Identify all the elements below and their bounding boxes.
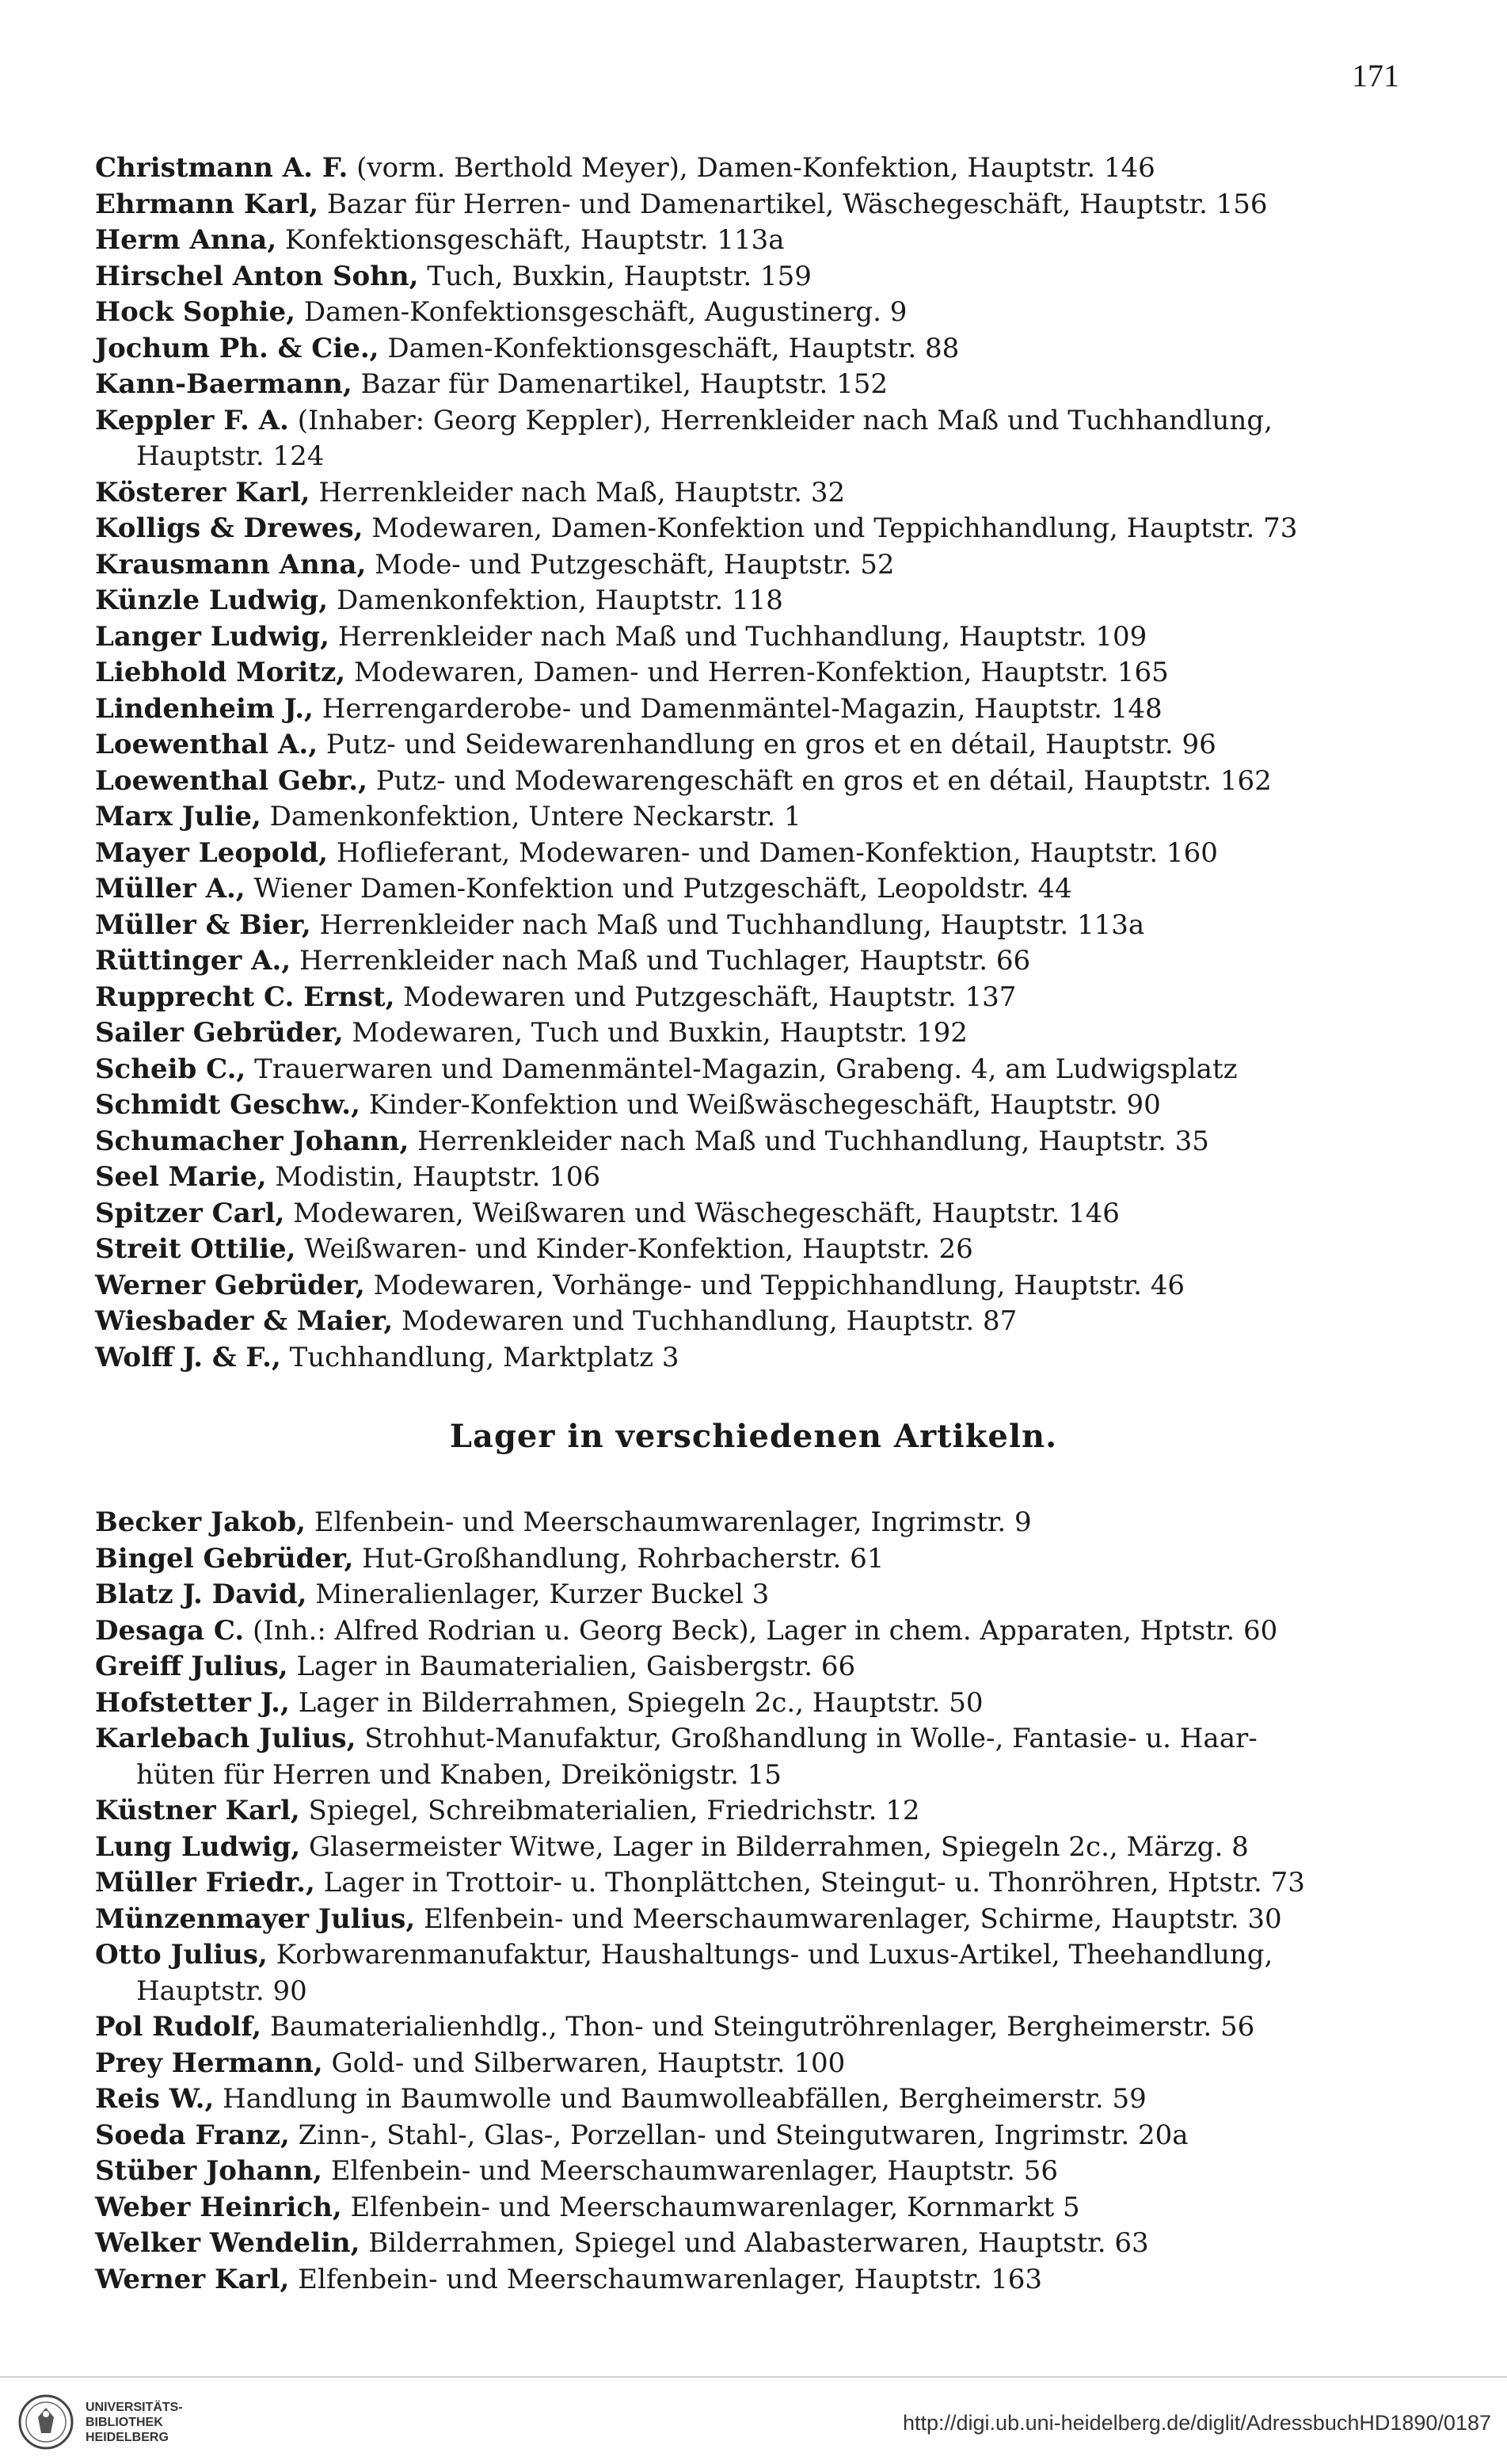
entry-description: Strohhut-Manufaktur, Großhandlung in Wolle-, Fantasie- u. Haar-	[364, 1723, 1258, 1754]
directory-entry	[95, 908, 1410, 944]
directory-entry	[95, 799, 1410, 836]
directory-entry	[95, 655, 1410, 691]
entry-name: Kösterer Karl,	[95, 476, 310, 508]
entry-name: Lung Ludwig,	[95, 1830, 301, 1863]
entry-description: Hoflieferant, Modewaren- und Damen-Konfektion, Hauptstr. 160	[336, 836, 1218, 869]
entry-description: Konfektionsgeschäft, Hauptstr. 113a	[284, 224, 785, 256]
directory-entry	[95, 150, 1410, 187]
entry-description: Wiener Damen-Konfektion und Putzgeschäft, Leopoldstr. 44	[253, 873, 1072, 904]
entry-description: Baumaterialienhdlg., Thon- und Steingutröhrenlager, Bergheimerstr. 56	[269, 2011, 1255, 2043]
entry-description: Mineralienlager, Kurzer Buckel 3	[315, 1579, 770, 1610]
entry-description: (vorm. Berthold Meyer), Damen-Konfektion, Hauptstr. 146	[356, 152, 1155, 184]
entry-description: Handlung in Baumwolle und Baumwolleabfällen, Bergheimerstr. 59	[223, 2083, 1147, 2115]
entry-name: Marx Julie,	[95, 801, 261, 832]
entry-description: Damen-Konfektionsgeschäft, Hauptstr. 88	[387, 332, 960, 364]
entry-name: Liebhold Moritz,	[95, 657, 346, 688]
directory-entry	[95, 475, 1410, 512]
entry-name: Loewenthal Gebr.,	[95, 764, 367, 797]
entry-name: Hirschel Anton Sohn,	[95, 260, 419, 292]
directory-entry	[95, 943, 1410, 980]
footer-divider	[0, 2376, 1507, 2378]
entry-description: Tuchhandlung, Marktplatz 3	[289, 1341, 679, 1373]
entry-name: Müller Friedr.,	[95, 1867, 315, 1898]
entry-name: Jochum Ph. & Cie.,	[95, 332, 379, 364]
entry-name: Wolff J. & F.,	[95, 1341, 281, 1373]
directory-entry	[95, 1865, 1410, 1902]
directory-entry	[95, 1087, 1410, 1124]
entry-description: Spiegel, Schreibmaterialien, Friedrichstr. 12	[308, 1795, 920, 1826]
directory-entry	[95, 1196, 1410, 1232]
entry-description: Herrenkleider nach Maß, Hauptstr. 32	[318, 476, 846, 508]
entry-name: Werner Karl,	[95, 2263, 290, 2295]
entry-description: Elfenbein- und Meerschaumwarenlager, Kornmarkt 5	[350, 2191, 1080, 2223]
directory-entry	[95, 1340, 1410, 1377]
directory-entry	[95, 2118, 1410, 2154]
directory-entry	[95, 2226, 1410, 2262]
entry-description: Gold- und Silberwaren, Hauptstr. 100	[331, 2047, 846, 2079]
directory-entry	[95, 1268, 1410, 1304]
directory-entry	[95, 1793, 1410, 1830]
entry-description: Elfenbein- und Meerschaumwarenlager, Hauptstr. 56	[330, 2155, 1059, 2187]
entry-name: Küstner Karl,	[95, 1795, 300, 1826]
entry-name: Keppler F. A.	[95, 404, 289, 436]
entry-description: Modewaren, Weißwaren und Wäschegeschäft, Hauptstr. 146	[293, 1197, 1120, 1229]
directory-entry	[95, 1937, 1410, 1974]
entry-name: Greiff Julius,	[95, 1651, 288, 1682]
directory-entry	[95, 1232, 1410, 1268]
entry-description: Elfenbein- und Meerschaumwarenlager, Ingrimstr. 9	[314, 1506, 1032, 1538]
entry-name: Münzenmayer Julius,	[95, 1902, 416, 1935]
directory-entry	[95, 1902, 1410, 1938]
directory-entry	[95, 1577, 1410, 1613]
directory-entry	[95, 1505, 1410, 1541]
directory-section-2	[95, 1505, 1410, 2298]
entry-description: Herrengarderobe- und Damenmäntel-Magazin, Hauptstr. 148	[322, 692, 1163, 725]
entry-name: Schumacher Johann,	[95, 1125, 409, 1157]
entry-name: Becker Jakob,	[95, 1506, 306, 1538]
entry-name: Kann-Baermann,	[95, 368, 352, 400]
entry-name: Krausmann Anna,	[95, 548, 367, 581]
entry-name: Ehrmann Karl,	[95, 188, 319, 220]
directory-entry	[95, 1649, 1410, 1685]
entry-description: Hut-Großhandlung, Rohrbacherstr. 61	[362, 1542, 885, 1575]
entry-description: Modewaren, Tuch und Buxkin, Hauptstr. 192	[352, 1017, 968, 1049]
directory-entry	[95, 1160, 1410, 1196]
entry-description: Modistin, Hauptstr. 106	[275, 1161, 601, 1193]
directory-entry	[95, 1541, 1410, 1578]
entry-name: Scheib C.,	[95, 1053, 246, 1085]
directory-entry	[95, 1304, 1410, 1340]
entry-name: Hofstetter J.,	[95, 1686, 290, 1719]
entry-description: Hauptstr. 90	[136, 1975, 307, 2007]
entry-name: Schmidt Geschw.,	[95, 1089, 360, 1121]
directory-entry	[95, 403, 1410, 440]
entry-name: Blatz J. David,	[95, 1579, 307, 1610]
entry-description: Trauerwaren und Damenmäntel-Magazin, Grabeng. 4, am Ludwigsplatz	[254, 1053, 1238, 1085]
directory-entry	[95, 2046, 1410, 2082]
entry-description: Bazar für Damenartikel, Hauptstr. 152	[360, 368, 889, 400]
entry-name: Hock Sophie,	[95, 296, 296, 328]
directory-entry	[95, 1721, 1410, 1758]
directory-entry	[95, 691, 1410, 728]
entry-description: Herrenkleider nach Maß und Tuchhandlung, Hauptstr. 35	[417, 1125, 1209, 1157]
entry-name: Loewenthal A.,	[95, 729, 318, 760]
entry-name: Werner Gebrüder,	[95, 1269, 365, 1301]
entry-name: Prey Hermann,	[95, 2047, 323, 2079]
directory-entry	[95, 1124, 1410, 1160]
logo-line-2: BIBLIOTHEK	[86, 2416, 163, 2429]
directory-entry-continuation	[95, 1974, 1410, 2010]
entry-name: Lindenheim J.,	[95, 692, 314, 725]
directory-entry	[95, 619, 1410, 656]
directory-entry	[95, 367, 1410, 403]
directory-section-1	[95, 150, 1410, 1376]
directory-entry	[95, 295, 1410, 331]
entry-description: Zinn-, Stahl-, Glas-, Porzellan- und Steingutwaren, Ingrimstr. 20a	[298, 2119, 1189, 2151]
directory-entry	[95, 1015, 1410, 1052]
entry-name: Spitzer Carl,	[95, 1197, 285, 1229]
logo-line-3: HEIDELBERG	[86, 2431, 169, 2444]
directory-entry-continuation	[95, 1758, 1410, 1794]
directory-entry	[95, 764, 1410, 800]
entry-name: Langer Ludwig,	[95, 620, 330, 653]
entry-name: Künzle Ludwig,	[95, 585, 329, 616]
entry-name: Rüttinger A.,	[95, 945, 291, 977]
entry-description: Bazar für Herren- und Damenartikel, Wäschegeschäft, Hauptstr. 156	[326, 188, 1268, 220]
entry-description: Hauptstr. 124	[136, 440, 325, 472]
directory-entry	[95, 583, 1410, 619]
directory-entry	[95, 836, 1410, 872]
entry-name: Kolligs & Drewes,	[95, 512, 363, 544]
entry-name: Seel Marie,	[95, 1161, 267, 1193]
entry-description: Weißwaren- und Kinder-Konfektion, Hauptstr. 26	[304, 1233, 973, 1265]
entry-name: Mayer Leopold,	[95, 836, 328, 869]
entry-name: Pol Rudolf,	[95, 2011, 262, 2043]
directory-entry	[95, 727, 1410, 764]
entry-description: Putz- und Seidewarenhandlung en gros et en détail, Hauptstr. 96	[325, 729, 1216, 760]
directory-entry	[95, 511, 1410, 547]
entry-description: Herrenkleider nach Maß und Tuchlager, Hauptstr. 66	[299, 945, 1031, 977]
entry-name: Sailer Gebrüder,	[95, 1017, 344, 1049]
entry-description: Modewaren, Vorhänge- und Teppichhandlung, Hauptstr. 46	[373, 1269, 1185, 1301]
entry-name: Müller A.,	[95, 873, 245, 904]
directory-entry	[95, 2154, 1410, 2190]
entry-description: hüten für Herren und Knaben, Dreikönigstr. 15	[136, 1758, 782, 1791]
directory-entry	[95, 1685, 1410, 1722]
entry-description: Damenkonfektion, Hauptstr. 118	[336, 585, 783, 616]
entry-name: Soeda Franz,	[95, 2119, 290, 2151]
entry-description: Lager in Trottoir- u. Thonplättchen, Steingut- u. Thonröhren, Hptstr. 73	[323, 1867, 1305, 1898]
entry-name: Welker Wendelin,	[95, 2227, 360, 2259]
directory-entry-continuation	[95, 439, 1410, 475]
entry-description: Modewaren, Damen- und Herren-Konfektion, Hauptstr. 165	[353, 657, 1169, 688]
entry-description: Elfenbein- und Meerschaumwarenlager, Hauptstr. 163	[298, 2263, 1043, 2295]
entry-name: Streit Ottilie,	[95, 1233, 296, 1265]
directory-entry	[95, 2262, 1410, 2298]
section-heading: Lager in verschiedenen Artikeln.	[449, 1418, 1058, 1455]
directory-entry	[95, 2081, 1410, 2118]
entry-name: Weber Heinrich,	[95, 2191, 342, 2223]
entry-description: Damenkonfektion, Untere Neckarstr. 1	[269, 801, 801, 832]
directory-entry	[95, 980, 1410, 1016]
directory-entry	[95, 2190, 1410, 2226]
directory-entry	[95, 259, 1410, 295]
directory-entry	[95, 187, 1410, 223]
entry-description: Modewaren, Damen-Konfektion und Teppichhandlung, Hauptstr. 73	[371, 512, 1298, 544]
entry-description: Bilderrahmen, Spiegel und Alabasterwaren, Hauptstr. 63	[368, 2227, 1149, 2259]
entry-description: Herrenkleider nach Maß und Tuchhandlung, Hauptstr. 109	[337, 620, 1147, 653]
entry-name: Otto Julius,	[95, 1939, 268, 1971]
entry-description: Lager in Baumaterialien, Gaisbergstr. 66	[296, 1651, 856, 1682]
logo-line-1: UNIVERSITÄTS-	[86, 2401, 183, 2414]
entry-name: Müller & Bier,	[95, 908, 311, 941]
directory-entry	[95, 547, 1410, 584]
entry-description: Modewaren und Putzgeschäft, Hauptstr. 137	[403, 981, 1017, 1013]
source-url-link[interactable]: http://digi.ub.uni-heidelberg.de/diglit/AdressbuchHD1890/0187	[902, 2411, 1491, 2435]
entry-name: Herm Anna,	[95, 224, 277, 256]
directory-entry	[95, 871, 1410, 908]
directory-entry	[95, 223, 1410, 259]
entry-description: Lager in Bilderrahmen, Spiegeln 2c., Hauptstr. 50	[298, 1686, 984, 1719]
entry-description: Modewaren und Tuchhandlung, Hauptstr. 87	[401, 1305, 1018, 1337]
entry-description: Tuch, Buxkin, Hauptstr. 159	[427, 260, 812, 292]
directory-entry	[95, 1613, 1410, 1650]
entry-description: Glasermeister Witwe, Lager in Bilderrahmen, Spiegeln 2c., Märzg. 8	[308, 1830, 1249, 1863]
entry-description: Elfenbein- und Meerschaumwarenlager, Schirme, Hauptstr. 30	[424, 1902, 1282, 1935]
entry-name: Wiesbader & Maier,	[95, 1305, 394, 1337]
directory-entry	[95, 2009, 1410, 2046]
page-number: 171	[1352, 58, 1399, 93]
entry-description: Korbwarenmanufaktur, Haushaltungs- und Luxus-Artikel, Theehandlung,	[276, 1939, 1273, 1971]
entry-description: Putz- und Modewarengeschäft en gros et en détail, Hauptstr. 162	[375, 764, 1272, 797]
entry-name: Stüber Johann,	[95, 2155, 322, 2187]
entry-description: (Inhaber: Georg Keppler), Herrenkleider nach Maß und Tuchhandlung,	[297, 404, 1273, 436]
entry-description: Kinder-Konfektion und Weißwäschegeschäft, Hauptstr. 90	[368, 1089, 1161, 1121]
entry-name: Desaga C.	[95, 1614, 245, 1647]
entry-name: Christmann A. F.	[95, 152, 348, 184]
directory-entry	[95, 331, 1410, 368]
entry-name: Bingel Gebrüder,	[95, 1542, 354, 1575]
entry-name: Rupprecht C. Ernst,	[95, 981, 395, 1013]
entry-description: Damen-Konfektionsgeschäft, Augustinerg. 9	[303, 296, 908, 328]
entry-description: (Inh.: Alfred Rodrian u. Georg Beck), Lager in chem. Apparaten, Hptstr. 60	[253, 1614, 1278, 1647]
directory-entry	[95, 1052, 1410, 1088]
entry-name: Reis W.,	[95, 2083, 215, 2115]
directory-entry	[95, 1830, 1410, 1866]
university-seal-icon	[17, 2394, 74, 2451]
entry-description: Mode- und Putzgeschäft, Hauptstr. 52	[375, 548, 895, 581]
library-logo-text	[86, 2400, 183, 2445]
entry-description: Herrenkleider nach Maß und Tuchhandlung, Hauptstr. 113a	[319, 908, 1145, 941]
entry-name: Karlebach Julius,	[95, 1723, 356, 1754]
